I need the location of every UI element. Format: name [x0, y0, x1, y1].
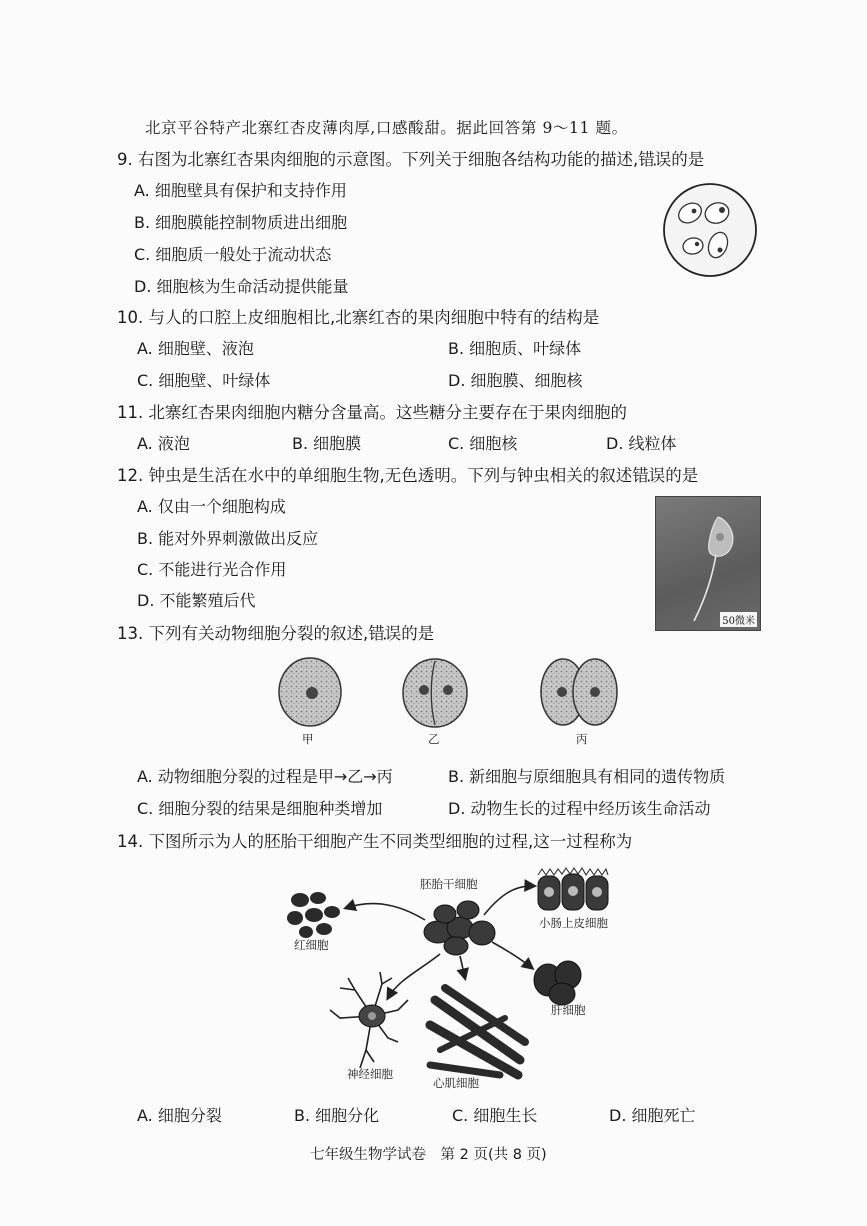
q11-option-c: C. 细胞核 — [448, 434, 518, 453]
label-red-cell: 红细胞 — [294, 938, 329, 952]
q9-stem-end: 的是 — [671, 150, 705, 169]
q14-option-c: C. 细胞生长 — [452, 1106, 538, 1125]
q9-option-b: B. 细胞膜能控制物质进出细胞 — [134, 213, 348, 232]
cell-division-figure — [270, 655, 630, 730]
q10-option-c: C. 细胞壁、叶绿体 — [137, 371, 271, 390]
q12-stem-text: 12. 钟虫是生活在水中的单细胞生物,无色透明。下列与钟虫相关的叙述 — [117, 466, 633, 485]
q12-option-c: C. 不能进行光合作用 — [137, 560, 287, 579]
q9-option-a: A. 细胞壁具有保护和支持作用 — [134, 181, 347, 200]
q12-option-b: B. 能对外界刺激做出反应 — [137, 529, 319, 548]
vorticella-photo — [655, 496, 761, 631]
fig-label-jia: 甲 — [302, 732, 314, 746]
vorticella-shape — [656, 497, 760, 630]
q12-emphasis: 错误 — [632, 466, 666, 485]
page-footer: 七年级生物学试卷 第 2 页(共 8 页) — [310, 1147, 547, 1163]
q12-option-d: D. 不能繁殖后代 — [137, 591, 256, 610]
question-13-stem — [117, 620, 434, 644]
q13-emphasis: 错误 — [368, 624, 402, 643]
q10-option-b: B. 细胞质、叶绿体 — [448, 339, 582, 358]
question-14-stem: 14. 下图所示为人的胚胎干细胞产生不同类型细胞的过程,这一过程称为 — [117, 832, 633, 851]
q9-emphasis: 错误 — [638, 150, 672, 169]
scale-label: 50微米 — [720, 612, 757, 627]
q9-option-c: C. 细胞质一般处于流动状态 — [134, 245, 332, 264]
question-10-stem: 10. 与人的口腔上皮细胞相比,北寨红杏的果肉细胞中特有的结构是 — [117, 308, 600, 327]
apricot-cell-figure — [660, 180, 760, 280]
q13-option-b: B. 新细胞与原细胞具有相同的遗传物质 — [448, 767, 726, 786]
q13-option-a: A. 动物细胞分裂的过程是甲→乙→丙 — [137, 767, 393, 786]
question-12-stem — [117, 462, 698, 486]
q9-option-d: D. 细胞核为生命活动提供能量 — [134, 277, 349, 296]
question-11-stem: 11. 北寨红杏果肉细胞内糖分含量高。这些糖分主要存在于果肉细胞的 — [117, 403, 627, 422]
label-heart-cell: 心肌细胞 — [433, 1076, 479, 1090]
q13-stem-text: 13. 下列有关动物细胞分裂的叙述, — [117, 624, 369, 643]
q11-option-a: A. 液泡 — [137, 434, 190, 453]
q13-stem-end: 的是 — [401, 624, 435, 643]
q9-stem-text: 9. 右图为北寨红杏果肉细胞的示意图。下列关于细胞各结构功能的描述, — [117, 150, 639, 169]
q10-option-d: D. 细胞膜、细胞核 — [448, 371, 583, 390]
q14-option-a: A. 细胞分裂 — [137, 1106, 222, 1125]
question-9-stem — [117, 146, 704, 170]
q11-option-b: B. 细胞膜 — [292, 434, 362, 453]
q10-option-a: A. 细胞壁、液泡 — [137, 339, 254, 358]
q13-option-c: C. 细胞分裂的结果是细胞种类增加 — [137, 799, 383, 818]
fig-label-bing: 丙 — [576, 732, 588, 746]
label-intestine-cell: 小肠上皮细胞 — [539, 916, 608, 930]
q11-option-d: D. 线粒体 — [606, 434, 677, 453]
intro-text: 北京平谷特产北寨红杏皮薄肉厚,口感酸甜。据此回答第 9～11 题。 — [145, 119, 628, 137]
q13-option-d: D. 动物生长的过程中经历该生命活动 — [448, 799, 711, 818]
q14-option-b: B. 细胞分化 — [294, 1106, 380, 1125]
label-nerve-cell: 神经细胞 — [347, 1067, 393, 1081]
q12-option-a: A. 仅由一个细胞构成 — [137, 497, 286, 516]
q12-stem-end: 的是 — [665, 466, 699, 485]
label-liver-cell: 肝细胞 — [551, 1003, 586, 1017]
q14-option-d: D. 细胞死亡 — [609, 1106, 696, 1125]
label-stem-cell: 胚胎干细胞 — [420, 877, 478, 891]
stem-cell-differentiation-figure — [270, 860, 630, 1095]
fig-label-yi: 乙 — [428, 732, 440, 746]
